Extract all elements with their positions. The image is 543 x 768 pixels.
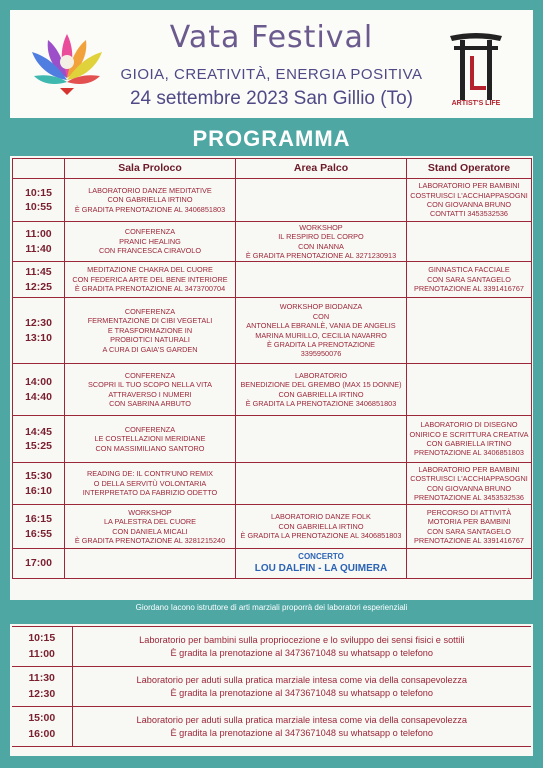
cell-line: FERMENTAZIONE DI CIBI VEGETALI	[87, 316, 213, 326]
lab-description-cell	[72, 707, 531, 747]
palco-cell	[236, 505, 407, 549]
palco-cell	[236, 364, 407, 416]
concert-cell	[236, 549, 407, 579]
cell-line: 15:30	[25, 470, 52, 483]
sala-cell	[65, 505, 236, 549]
cell-line: Laboratorio per bambini sulla propriocezione e lo sviluppo dei sensi fisici e sottili	[139, 634, 465, 645]
concert-row	[13, 549, 532, 579]
stand-cell	[407, 463, 532, 505]
palco-cell	[236, 222, 407, 262]
cell-line: CONFERENZA	[124, 227, 176, 237]
stand-cell	[407, 262, 532, 298]
schedule-row	[13, 463, 532, 505]
cell-line: 11:00	[25, 228, 52, 241]
cell-line: PERCORSO DI ATTIVITÀ	[426, 507, 512, 517]
lab-time-cell	[12, 707, 72, 747]
cell-line: CON GABRIELLA IRTINO	[426, 439, 512, 448]
column-header-stand: Stand Operatore	[407, 159, 532, 179]
cell-line: 15:25	[25, 440, 52, 452]
time-cell	[13, 222, 65, 262]
cell-line: È GRADITA PRENOTAZIONE AL 3406851803	[74, 204, 226, 214]
cell-line: È GRADITA PRENOTAZIONE AL 3281215240	[74, 535, 226, 545]
cell-line: LABORATORIO PER BAMBINI	[418, 464, 520, 474]
concert-time: 17:00	[13, 549, 65, 579]
cell-line: SCOPRI IL TUO SCOPO NELLA VITA	[88, 380, 212, 390]
schedule-row	[13, 179, 532, 222]
cell-line: 14:40	[25, 390, 52, 403]
cell-line: 12:30	[28, 687, 56, 700]
stand-cell	[407, 222, 532, 262]
cell-line: PRANIC HEALING	[119, 236, 181, 246]
cell-line: CONFERENZA	[124, 424, 176, 434]
cell-line: CON SARA SANTAGELO	[427, 274, 511, 284]
concert-label: CONCERTO	[298, 551, 344, 561]
cell-line: WORKSHOP BIODANZA	[279, 302, 363, 312]
cell-line: CON SARA SANTAGELO	[427, 526, 511, 536]
cell-line: MARINA MURILLO, CECILIA NAVARRO	[255, 330, 387, 340]
cell-line: CON GIOVANNA BRUNO	[426, 200, 512, 209]
martial-arts-note: Giordano Iacono istruttore di arti marziali proporrà dei laboratori esperienziali	[135, 603, 408, 612]
cell-line: CONFERENZA	[124, 306, 176, 316]
concert-empty-cell	[65, 549, 236, 579]
palco-cell	[236, 416, 407, 463]
lab-time-cell	[12, 667, 72, 707]
cell-line: CON FEDERICA ARTE DEL BENE INTERIORE	[72, 274, 228, 284]
cell-line: 11:45	[25, 266, 52, 279]
time-cell	[13, 179, 65, 222]
cell-line: 10:55	[25, 201, 52, 213]
cell-line: E TRASFORMAZIONE IN	[107, 325, 193, 335]
time-cell	[13, 364, 65, 416]
cell-line: 15:00	[28, 711, 56, 724]
cell-line: CON MASSIMILIANO SANTORO	[95, 443, 205, 453]
concert-artist: LOU DALFIN - LA QUIMERA	[254, 563, 388, 575]
cell-line: 3395950076	[300, 349, 342, 359]
schedule-table	[12, 158, 532, 579]
lab-row	[12, 667, 531, 707]
cell-line: LE COSTELLAZIONI MERIDIANE	[94, 434, 206, 444]
cell-line: È GRADITA PRENOTAZIONE AL 3271230913	[245, 250, 397, 260]
cell-line: WORKSHOP	[128, 507, 172, 517]
cell-line: PRENOTAZIONE AL 3406851803	[414, 448, 524, 458]
cell-line: LABORATORIO DANZE MEDITATIVE	[88, 185, 212, 195]
cell-line: Laboratorio per aduti sulla pratica marziale intesa come via della consapevolezza	[136, 714, 467, 725]
cell-line: Laboratorio per aduti sulla pratica marziale intesa come via della consapevolezza	[136, 674, 467, 685]
cell-line: 11:40	[25, 242, 52, 255]
schedule-row	[13, 416, 532, 463]
stand-cell	[407, 364, 532, 416]
cell-line: CON INANNA	[298, 241, 344, 251]
cell-line: CON GABRIELLA IRTINO	[107, 195, 193, 205]
sala-cell	[65, 222, 236, 262]
cell-line: CON SABRINA ARBUTO	[109, 398, 191, 408]
sala-cell	[65, 262, 236, 298]
cell-line: 16:00	[28, 727, 56, 740]
schedule-row	[13, 364, 532, 416]
cell-line: È gradita la prenotazione al 3473671048 su whatsapp o telefono	[170, 647, 434, 658]
cell-line: È GRADITA LA PRENOTAZIONE AL 3406851803	[240, 531, 402, 541]
cell-line: 10:15	[25, 186, 52, 199]
schedule-header-row	[13, 159, 532, 179]
cell-line: O DELLA SERVITÙ VOLONTARIA	[93, 478, 207, 488]
cell-line: GINNASTICA FACCIALE	[428, 265, 510, 275]
cell-line: ATTRAVERSO I NUMERI	[108, 389, 192, 399]
cell-line: COSTRUISCI L'ACCHIAPPASOGNI	[410, 190, 528, 200]
cell-line: 12:30	[25, 317, 52, 330]
time-cell	[13, 298, 65, 364]
palco-cell	[236, 179, 407, 222]
stand-cell	[407, 505, 532, 549]
stand-cell	[407, 179, 532, 222]
schedule-row	[13, 505, 532, 549]
cell-line: PRENOTAZIONE AL 3453532536	[414, 492, 524, 502]
cell-line: 12:25	[25, 280, 52, 293]
cell-line: A CURA DI GAIA'S GARDEN	[102, 344, 198, 354]
cell-line: MOTORIA PER BAMBINI	[427, 517, 511, 527]
cell-line: 11:30	[28, 671, 55, 684]
cell-line: È GRADITA PRENOTAZIONE AL 3473700704	[74, 284, 226, 294]
time-cell	[13, 262, 65, 298]
stand-cell	[407, 416, 532, 463]
schedule-row	[13, 298, 532, 364]
cell-line: PRENOTAZIONE AL 3391416767	[414, 535, 524, 545]
cell-line: CONFERENZA	[124, 370, 176, 380]
cell-line: CON GABRIELLA IRTINO	[278, 389, 364, 399]
schedule-row	[13, 222, 532, 262]
cell-line: CON GIOVANNA BRUNO	[426, 483, 512, 493]
column-header-palco: Area Palco	[236, 159, 407, 179]
cell-line: COSTRUISCI L'ACCHIAPPASOGNI	[410, 474, 528, 484]
time-cell	[13, 416, 65, 463]
sala-cell	[65, 179, 236, 222]
sala-cell	[65, 298, 236, 364]
sala-cell	[65, 416, 236, 463]
program-heading: PROGRAMMA	[192, 126, 351, 151]
cell-line: WORKSHOP	[299, 222, 343, 232]
labs-table	[12, 626, 531, 747]
palco-cell	[236, 463, 407, 505]
festival-date: 24 settembre 2023 San Gillio (To)	[129, 88, 414, 109]
time-cell	[13, 505, 65, 549]
artists-life-label: ARTIST'S LIFE	[451, 100, 501, 107]
cell-line: 16:10	[25, 484, 52, 497]
cell-line: ONIRICO E SCRITTURA CREATIVA	[409, 429, 529, 439]
lab-row	[12, 627, 531, 667]
cell-line: LABORATORIO PER BAMBINI	[418, 181, 520, 191]
cell-line: È gradita la prenotazione al 3473671048 su whatsapp o telefono	[170, 687, 434, 698]
cell-line: 16:15	[25, 513, 52, 526]
sala-cell	[65, 463, 236, 505]
cell-line: È GRADITA LA PRENOTAZIONE 3406851803	[245, 398, 397, 408]
lab-description-cell	[72, 627, 531, 667]
cell-line: CON GABRIELLA IRTINO	[278, 521, 364, 531]
cell-line: 14:00	[25, 376, 52, 389]
festival-title: Vata Festival	[169, 20, 374, 55]
time-cell	[13, 463, 65, 505]
cell-line: INTERPRETATO DA FABRIZIO ODETTO	[82, 488, 218, 498]
sala-cell	[65, 364, 236, 416]
artists-life-logo-icon	[446, 30, 506, 102]
cell-line: MEDITAZIONE CHAKRA DEL CUORE	[87, 265, 213, 275]
lab-row	[12, 707, 531, 747]
cell-line: ANTONELLA EBRANLÈ, VANIA DE ANGELIS	[246, 321, 396, 331]
cell-line: LABORATORIO	[294, 370, 348, 380]
cell-line: READING DE: IL CONTR'UNO REMIX	[87, 469, 213, 479]
stand-cell	[407, 298, 532, 364]
column-header-sala: Sala Proloco	[65, 159, 236, 179]
cell-line: PROBIOTICI NATURALI	[110, 335, 190, 345]
cell-line: LABORATORIO DI DISEGNO	[420, 420, 518, 430]
cell-line: LABORATORIO DANZE FOLK	[271, 512, 371, 522]
cell-line: CON DANIELA MICALI	[112, 526, 188, 536]
cell-line: BENEDIZIONE DEL GREMBO (MAX 15 DONNE)	[240, 380, 402, 390]
cell-line: 11:00	[28, 647, 55, 660]
cell-line: 10:15	[28, 631, 56, 644]
lab-description-cell	[72, 667, 531, 707]
cell-line: LA PALESTRA DEL CUORE	[103, 517, 197, 527]
cell-line: CON FRANCESCA CIRAVOLO	[98, 246, 202, 256]
cell-line: CON	[312, 311, 330, 321]
palco-cell	[236, 298, 407, 364]
cell-line: 14:45	[25, 425, 52, 438]
cell-line: PRENOTAZIONE AL 3391416767	[414, 284, 524, 294]
schedule-row	[13, 262, 532, 298]
festival-subtitle: GIOIA, CREATIVITÀ, ENERGIA POSITIVA	[120, 66, 423, 83]
concert-stand-cell	[407, 549, 532, 579]
cell-line: 16:55	[25, 527, 52, 540]
cell-line: È GRADITA LA PRENOTAZIONE	[267, 339, 375, 349]
cell-line: È gradita la prenotazione al 3473671048 su whatsapp o telefono	[170, 727, 434, 738]
palco-cell	[236, 262, 407, 298]
cell-line: IL RESPIRO DEL CORPO	[278, 232, 364, 242]
cell-line: 13:10	[25, 331, 52, 344]
time-column-header	[13, 159, 65, 179]
cell-line: CONTATTI 3453532536	[429, 209, 508, 219]
lab-time-cell	[12, 627, 72, 667]
